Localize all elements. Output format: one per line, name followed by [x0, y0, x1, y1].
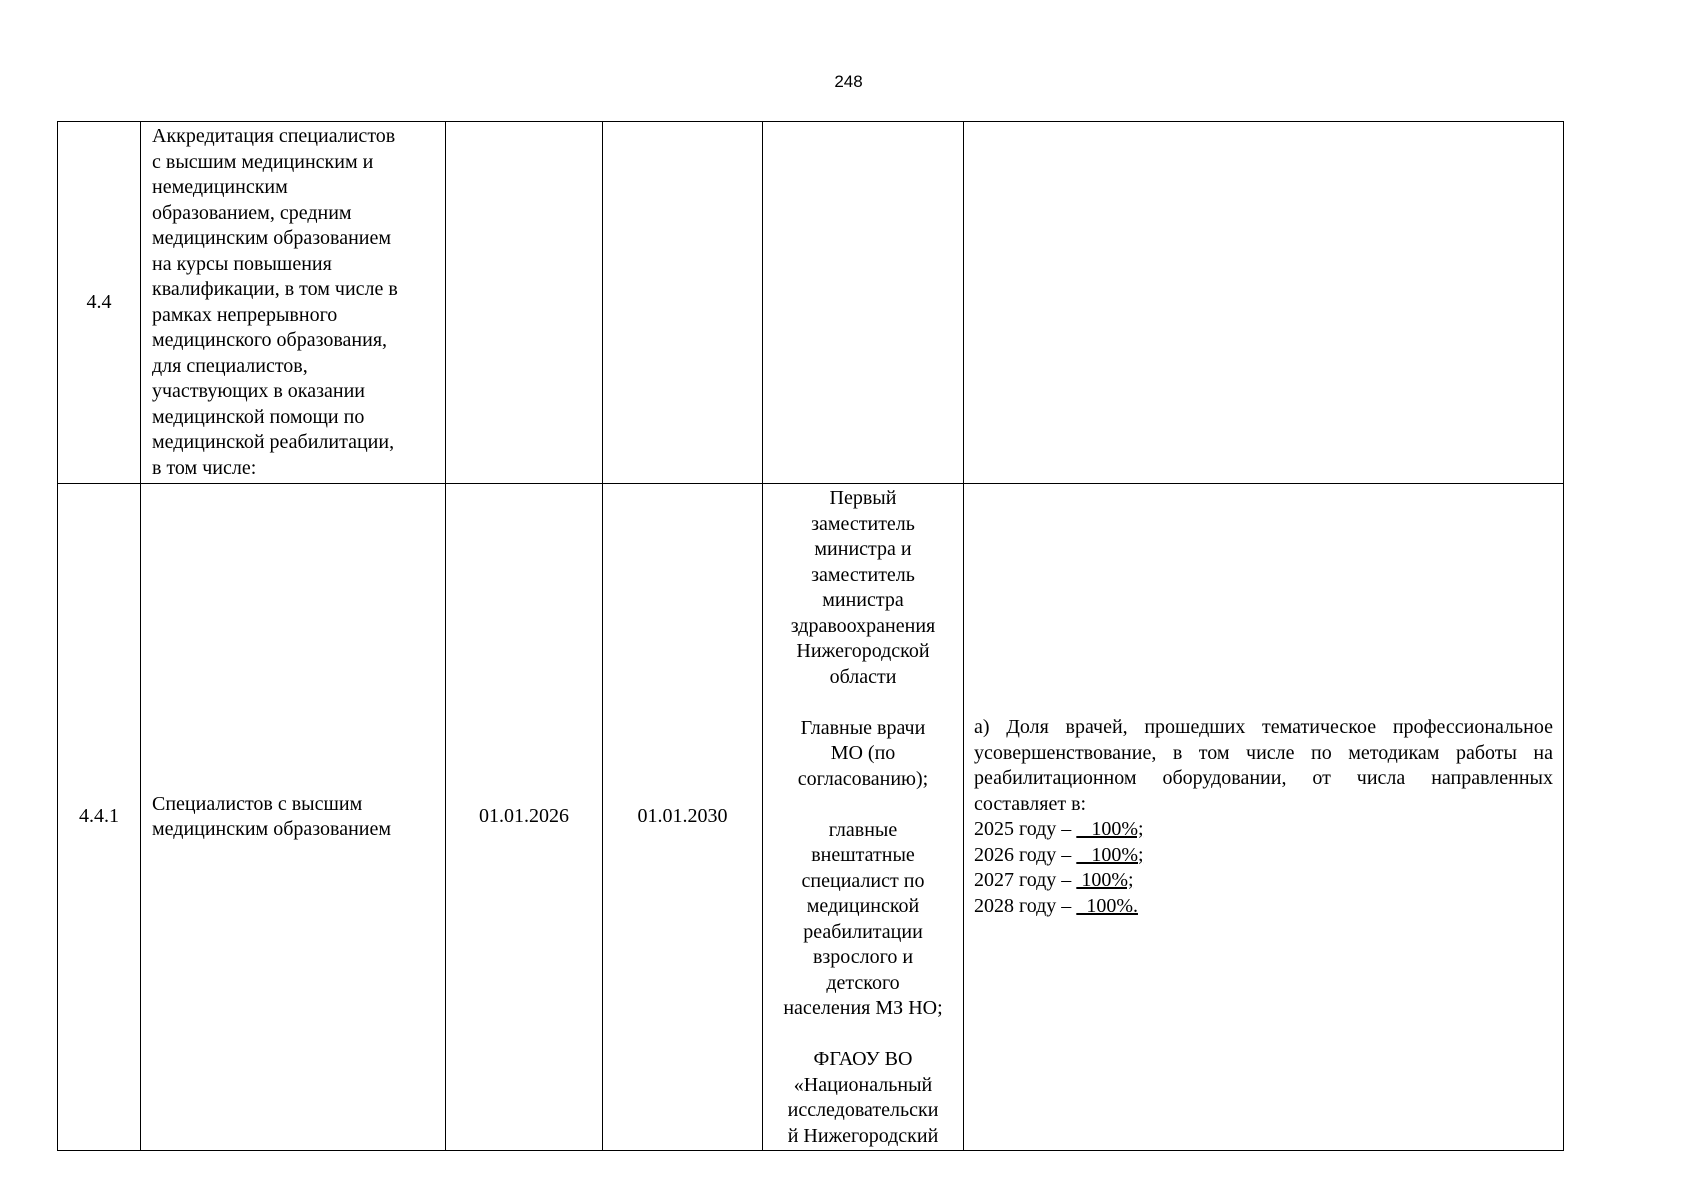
- start-date-cell: [446, 122, 603, 484]
- indicator-year-row: [974, 817, 1553, 843]
- responsible-line: главные: [828, 818, 898, 841]
- indicator-heading: а) Доля врачей, прошедших тематическое профессиональное усовершенствование, в том числе по методикам работы на реабилитационном оборудовании, от числа направленных составляет в:: [974, 716, 1553, 815]
- responsible-line: й Нижегородский: [787, 1124, 939, 1147]
- indicator-cell: [964, 484, 1564, 1151]
- responsible-line: Нижегородской: [796, 640, 930, 662]
- indicator-cell: [964, 122, 1564, 484]
- responsible-cell: [763, 484, 964, 1151]
- end-date: 01.01.2030: [637, 805, 728, 828]
- responsible-line: исследовательски: [787, 1099, 939, 1121]
- measure-name-line: в том числе:: [152, 456, 257, 479]
- measure-name-cell: [141, 122, 446, 484]
- measure-name-line: с высшим медицинским и: [152, 150, 374, 173]
- measure-name-line: медицинского образования,: [152, 329, 388, 351]
- measure-name-line: медицинским образованием: [152, 227, 392, 249]
- responsible-group: [767, 818, 959, 1022]
- indicator-year-label: 2026 году –: [974, 843, 1077, 866]
- row-number-cell: [58, 484, 141, 1151]
- responsible-cell: [763, 122, 964, 484]
- measure-name-line: на курсы повышения: [152, 252, 332, 275]
- responsible-line: взрослого и: [812, 946, 914, 968]
- measure-name-line: участвующих в оказании: [152, 380, 365, 402]
- indicator-year-value: 100%.: [1076, 894, 1138, 917]
- responsible-line: МО (по: [830, 742, 896, 764]
- responsible-line: министра: [822, 589, 904, 611]
- indicator-year-row: [974, 843, 1553, 869]
- measure-name-line: медицинской реабилитации,: [152, 431, 395, 453]
- row-number: 4.4.1: [79, 805, 119, 828]
- responsible-group: [767, 716, 959, 793]
- table-row-4-4: [58, 122, 1564, 484]
- start-date-cell: [446, 484, 603, 1151]
- table-row-4-4-1: [58, 484, 1564, 1151]
- measure-name-line: рамках непрерывного: [152, 303, 338, 326]
- responsible-line: здравоохранения: [790, 614, 936, 637]
- start-date: 01.01.2026: [479, 805, 569, 828]
- responsible-line: согласованию);: [797, 767, 929, 790]
- measure-name-line: немедицинским: [152, 176, 288, 198]
- indicator-year-row: [974, 868, 1553, 894]
- responsible-line: области: [829, 665, 897, 688]
- responsible-line: заместитель: [811, 512, 915, 535]
- responsible-line: детского: [826, 971, 900, 994]
- end-date-cell: [603, 122, 763, 484]
- responsible-group: [767, 486, 959, 690]
- responsible-line: министра и: [814, 538, 912, 560]
- measure-name-line: образованием, средним: [152, 201, 352, 224]
- responsible-group: [767, 1047, 959, 1149]
- row-number: 4.4: [86, 290, 112, 313]
- measure-name-line: для специалистов,: [152, 354, 308, 377]
- end-date-cell: [603, 484, 763, 1151]
- indicator-year-value: 100%;: [1076, 843, 1144, 866]
- page-number: 248: [834, 72, 863, 91]
- indicator-year-label: 2028 году –: [974, 894, 1077, 917]
- indicator-year-value: 100%;: [1076, 869, 1134, 891]
- row-number-cell: [58, 122, 141, 484]
- measure-name-line: медицинским образованием: [152, 818, 392, 840]
- responsible-line: медицинской: [806, 895, 920, 917]
- responsible-line: Главные врачи: [800, 716, 926, 739]
- measure-name-cell: [141, 484, 446, 1151]
- indicator-year-label: 2025 году –: [974, 818, 1077, 840]
- responsible-line: внештатные: [811, 844, 915, 866]
- responsible-line: специалист по: [801, 869, 925, 892]
- measure-name-line: Аккредитация специалистов: [152, 125, 396, 147]
- responsible-line: реабилитации: [803, 920, 923, 943]
- measure-name-line: квалификации, в том числе в: [152, 278, 398, 300]
- measure-name-line: медицинской помощи по: [152, 405, 365, 428]
- responsible-line: заместитель: [811, 563, 915, 586]
- measure-name-line: Специалистов с высшим: [152, 792, 363, 815]
- indicator-year-label: 2027 году –: [974, 869, 1077, 891]
- responsible-line: Первый: [829, 487, 897, 509]
- measures-table: [57, 121, 1564, 1151]
- responsible-line: ФГАОУ ВО: [813, 1048, 913, 1070]
- indicator-year-value: 100%;: [1076, 818, 1144, 840]
- responsible-line: «Национальный: [793, 1073, 933, 1096]
- responsible-line: населения МЗ НО;: [783, 997, 943, 1019]
- indicator-year-row: [974, 894, 1553, 920]
